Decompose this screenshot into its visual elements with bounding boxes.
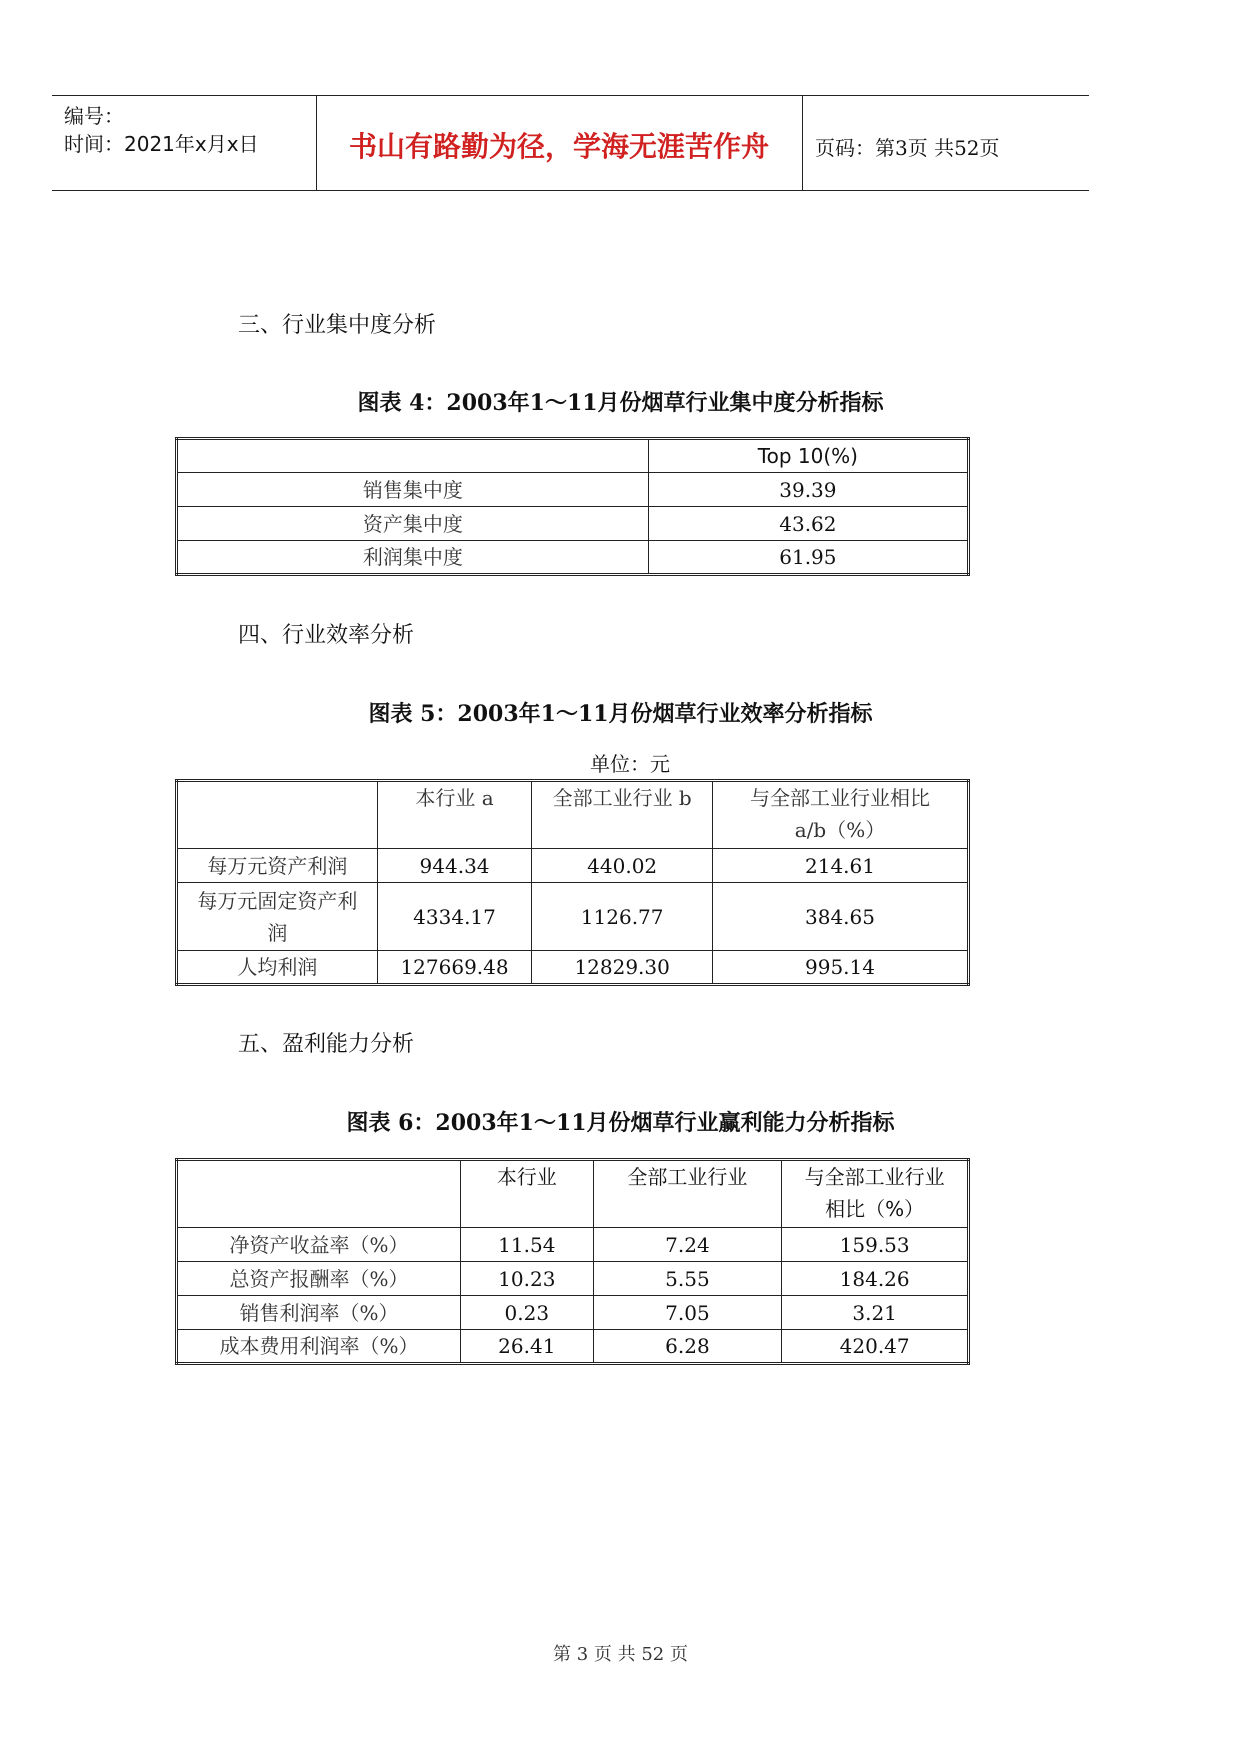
table4 xyxy=(175,437,970,576)
row-value: 995.14 xyxy=(713,951,969,985)
table-row xyxy=(177,1296,969,1330)
table-header-cell: 全部工业行业 xyxy=(593,1160,782,1228)
row-value: 127669.48 xyxy=(377,951,532,985)
header-middle-cell xyxy=(316,96,803,190)
table-row xyxy=(177,507,969,541)
row-value: 7.24 xyxy=(593,1228,782,1262)
row-value: 61.95 xyxy=(648,541,968,575)
table-header-cell: Top 10(%) xyxy=(648,439,968,473)
table-row xyxy=(177,883,969,951)
row-value: 3.21 xyxy=(782,1296,969,1330)
section-heading-concentration: 三、行业集中度分析 xyxy=(238,313,437,338)
row-value: 6.28 xyxy=(593,1330,782,1364)
header-left-cell xyxy=(52,96,317,190)
header-page-number: 页码：第3页 共52页 xyxy=(815,136,1000,160)
row-value: 5.55 xyxy=(593,1262,782,1296)
table-header-cell xyxy=(713,781,969,849)
row-value: 159.53 xyxy=(782,1228,969,1262)
table-header-cell: 全部工业行业 b xyxy=(532,781,713,849)
table-row xyxy=(177,1228,969,1262)
row-label: 资产集中度 xyxy=(177,507,649,541)
row-value: 26.41 xyxy=(461,1330,594,1364)
table-row xyxy=(177,473,969,507)
page-header xyxy=(52,95,1089,191)
row-value: 12829.30 xyxy=(532,951,713,985)
label-line: 润 xyxy=(267,920,288,945)
row-value: 43.62 xyxy=(648,507,968,541)
table-row xyxy=(177,541,969,575)
row-label: 利润集中度 xyxy=(177,541,649,575)
table-header-cell: 本行业 a xyxy=(377,781,532,849)
header-line: 相比（%） xyxy=(825,1197,925,1221)
row-label xyxy=(177,883,378,951)
document-time: 时间：2021年x月x日 xyxy=(64,132,259,156)
row-label: 销售集中度 xyxy=(177,473,649,507)
row-value: 10.23 xyxy=(461,1262,594,1296)
row-value: 1126.77 xyxy=(532,883,713,951)
header-right-cell xyxy=(803,96,1089,190)
row-label: 净资产收益率（%） xyxy=(177,1228,461,1262)
table6-caption: 图表 6：2003年1～11月份烟草行业赢利能力分析指标 xyxy=(346,1110,895,1136)
row-value: 0.23 xyxy=(461,1296,594,1330)
document-number: 编号： xyxy=(64,104,124,128)
header-line: a/b（%） xyxy=(794,818,886,842)
table-row xyxy=(177,1262,969,1296)
table5-caption: 图表 5：2003年1～11月份烟草行业效率分析指标 xyxy=(368,701,873,727)
table-header-cell xyxy=(782,1160,969,1228)
table-header-cell: 本行业 xyxy=(461,1160,594,1228)
header-line: 与全部工业行业相比 xyxy=(750,786,930,810)
table-header-cell xyxy=(177,1160,461,1228)
section-heading-efficiency: 四、行业效率分析 xyxy=(238,623,415,648)
table-header-row xyxy=(177,781,969,849)
table-header-cell xyxy=(177,781,378,849)
row-value: 7.05 xyxy=(593,1296,782,1330)
row-value: 4334.17 xyxy=(377,883,532,951)
row-value: 214.61 xyxy=(713,849,969,883)
row-label: 销售利润率（%） xyxy=(177,1296,461,1330)
row-value: 440.02 xyxy=(532,849,713,883)
row-label: 成本费用利润率（%） xyxy=(177,1330,461,1364)
table-header-row xyxy=(177,439,969,473)
row-label: 总资产报酬率（%） xyxy=(177,1262,461,1296)
row-value: 384.65 xyxy=(713,883,969,951)
table5 xyxy=(175,779,970,986)
table4-caption: 图表 4：2003年1～11月份烟草行业集中度分析指标 xyxy=(357,390,884,416)
table-row xyxy=(177,849,969,883)
table-row xyxy=(177,1330,969,1364)
row-value: 39.39 xyxy=(648,473,968,507)
page-footer: 第 3 页 共 52 页 xyxy=(553,1644,688,1665)
row-label: 每万元资产利润 xyxy=(177,849,378,883)
section-heading-profitability: 五、盈利能力分析 xyxy=(238,1032,415,1057)
row-label: 人均利润 xyxy=(177,951,378,985)
row-value: 944.34 xyxy=(377,849,532,883)
row-value: 11.54 xyxy=(461,1228,594,1262)
table-row xyxy=(177,951,969,985)
label-line: 每万元固定资产利 xyxy=(197,888,358,913)
header-line: 与全部工业行业 xyxy=(804,1165,945,1189)
row-value: 420.47 xyxy=(782,1330,969,1364)
table5-unit: 单位：元 xyxy=(590,752,670,776)
header-motto: 书山有路勤为径，学海无涯苦作舟 xyxy=(348,130,769,163)
table-header-cell xyxy=(177,439,649,473)
table6 xyxy=(175,1158,970,1365)
row-value: 184.26 xyxy=(782,1262,969,1296)
table-header-row xyxy=(177,1160,969,1228)
